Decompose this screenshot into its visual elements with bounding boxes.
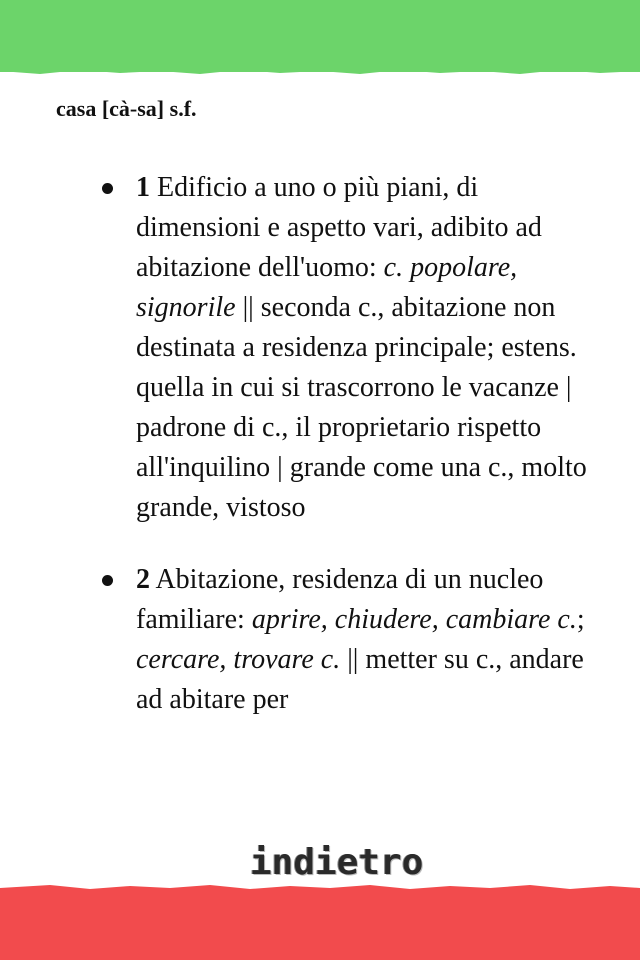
top-green-band xyxy=(0,0,640,72)
sense-item xyxy=(96,168,596,528)
back-button[interactable]: indietro xyxy=(250,838,414,888)
definition-text: ; xyxy=(576,604,585,635)
example-phrase: c. popolare, signorile xyxy=(136,252,518,323)
bullet-icon xyxy=(102,183,113,194)
sense-number: 2 xyxy=(136,564,150,595)
top-band-torn-edge xyxy=(0,66,640,78)
definition-text: || seconda c., abitazione non destinata a residenza principale; estens. quella in cui si trascorrono le vacanze | padrone di c., il proprietario rispetto all'inquilino | grande come una c., molto grande, vistoso xyxy=(136,292,587,523)
definition-text: Edificio a uno o più piani, di dimensioni e aspetto vari, adibito ad abitazione dell'uomo: xyxy=(136,172,542,283)
definition-text: || metter su c., andare ad abitare per xyxy=(136,644,584,715)
example-phrase: cercare, trovare c. xyxy=(136,644,341,675)
sense-number: 1 xyxy=(136,172,150,203)
definition-text: Abitazione, residenza di un nucleo familiare: xyxy=(136,564,544,635)
sense-text xyxy=(136,172,587,523)
headword: casa [cà-sa] s.f. xyxy=(56,96,197,121)
bottom-red-band xyxy=(0,890,640,960)
sense-list xyxy=(96,168,596,720)
sense-text xyxy=(136,564,585,715)
example-phrase: aprire, chiudere, cambiare c. xyxy=(251,604,577,635)
definition-content[interactable] xyxy=(96,168,596,808)
sense-item xyxy=(96,560,596,720)
bullet-icon xyxy=(102,575,113,586)
